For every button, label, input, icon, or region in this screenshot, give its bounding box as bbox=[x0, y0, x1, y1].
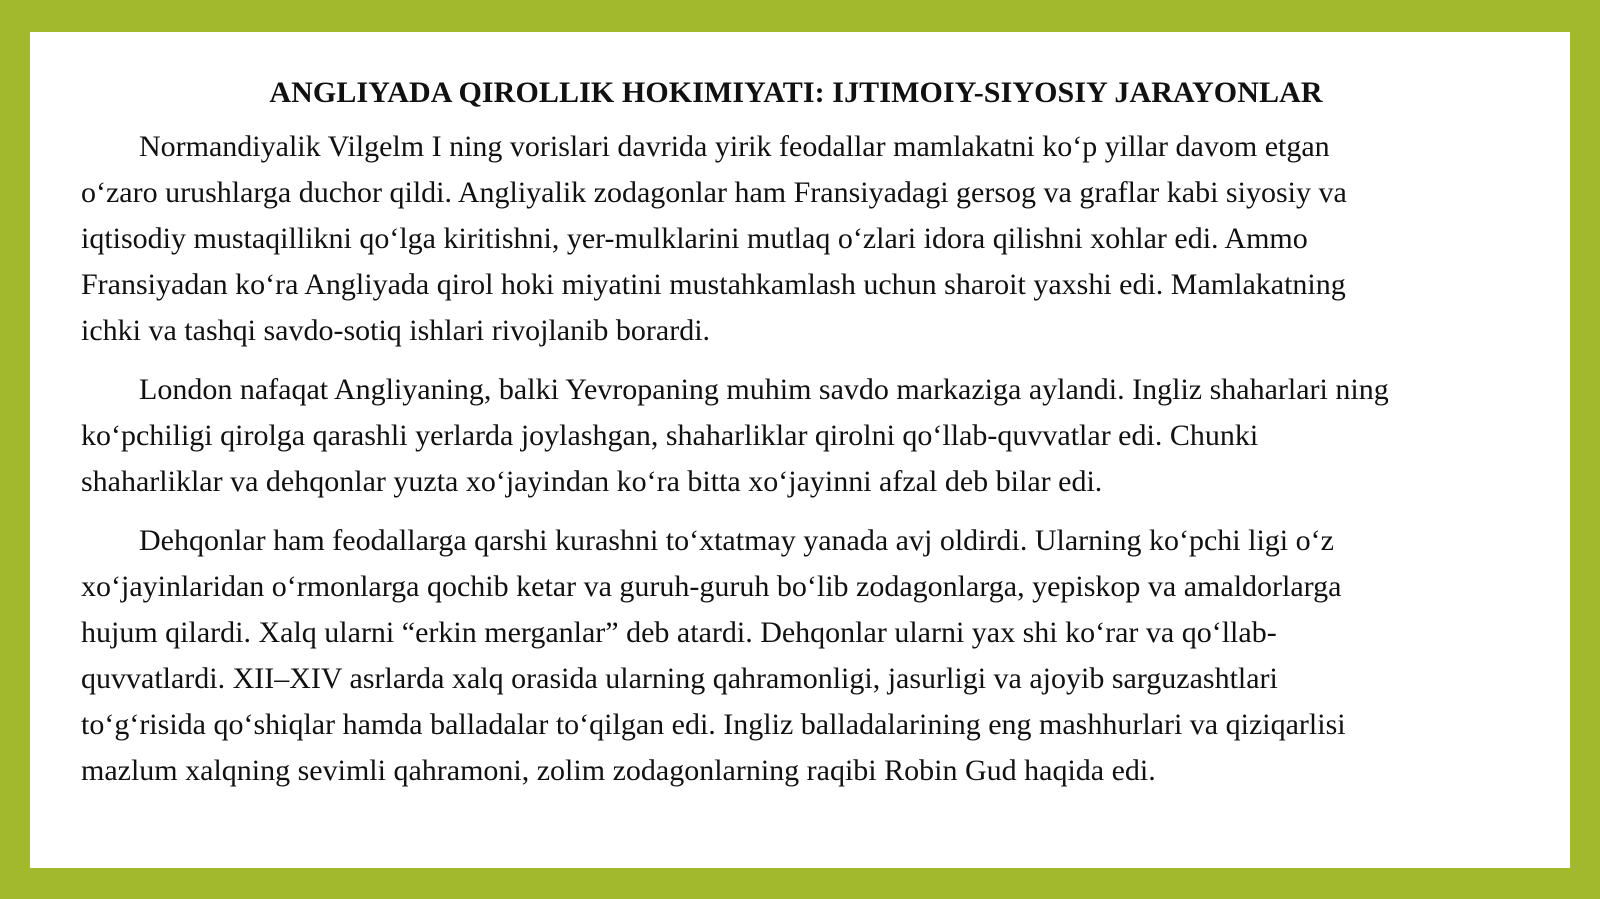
slide-page bbox=[30, 32, 1570, 868]
paragraph-1 bbox=[81, 124, 1570, 354]
paragraph-line: o‘zaro urushlarga duchor qildi. Angliyalik zodagonlar ham Fransiyadagi gersog va graflar kabi siyosiy va bbox=[81, 176, 1347, 209]
document-content bbox=[81, 70, 1570, 807]
paragraph-line: London nafaqat Angliyaning, balki Yevropaning muhim savdo markaziga aylandi. Ingliz shaharlari ning bbox=[139, 373, 1389, 406]
paragraph-line: Dehqonlar ham feodallarga qarshi kurashni to‘xtatmay yanada avj oldirdi. Ularning ko‘pchi ligi o‘z bbox=[139, 524, 1334, 557]
paragraph-line: to‘g‘risida qo‘shiqlar hamda balladalar to‘qilgan edi. Ingliz balladalarining eng mashhurlari va qiziqarlisi bbox=[81, 708, 1346, 741]
paragraph-line: Normandiyalik Vilgelm I ning vorislari davrida yirik feodallar mamlakatni ko‘p yillar davom etgan bbox=[139, 130, 1330, 163]
paragraph-line: ichki va tashqi savdo-sotiq ishlari rivojlanib borardi. bbox=[81, 314, 711, 347]
paragraph-line: ko‘pchiligi qirolga qarashli yerlarda joylashgan, shaharliklar qirolni qo‘llab-quvvatlar edi. Chunki bbox=[81, 419, 1259, 452]
document-title: ANGLIYADA QIROLLIK HOKIMIYATI: IJTIMOIY-SIYOSIY JARAYONLAR bbox=[269, 76, 1323, 109]
paragraph-line: xo‘jayinlaridan o‘rmonlarga qochib ketar va guruh-guruh bo‘lib zodagonlarga, yepiskop va amaldorlarga bbox=[81, 570, 1342, 603]
paragraph-line: shaharliklar va dehqonlar yuzta xo‘jayindan ko‘ra bitta xo‘jayinni afzal deb bilar edi. bbox=[81, 465, 1103, 498]
paragraph-line: quvvatlardi. XII–XIV asrlarda xalq orasida ularning qahramonligi, jasurligi va ajoyib sarguzashtlari bbox=[81, 662, 1278, 695]
paragraph-line: mazlum xalqning sevimli qahramoni, zolim zodagonlarning raqibi Robin Gud haqida edi. bbox=[81, 754, 1156, 787]
paragraph-line: hujum qilardi. Xalq ularni “erkin merganlar” deb atardi. Dehqonlar ularni yax shi ko‘rar va qo‘llab- bbox=[81, 616, 1277, 649]
paragraph-2 bbox=[81, 367, 1570, 505]
paragraph-line: Fransiyadan ko‘ra Angliyada qirol hoki miyatini mustahkamlash uchun sharoit yaxshi edi. Mamlakatning bbox=[81, 268, 1346, 301]
paragraph-3 bbox=[81, 518, 1570, 794]
paragraph-line: iqtisodiy mustaqillikni qo‘lga kiritishni, yer-mulklarini mutlaq o‘zlari idora qilishni xohlar edi. Ammo bbox=[81, 222, 1308, 255]
